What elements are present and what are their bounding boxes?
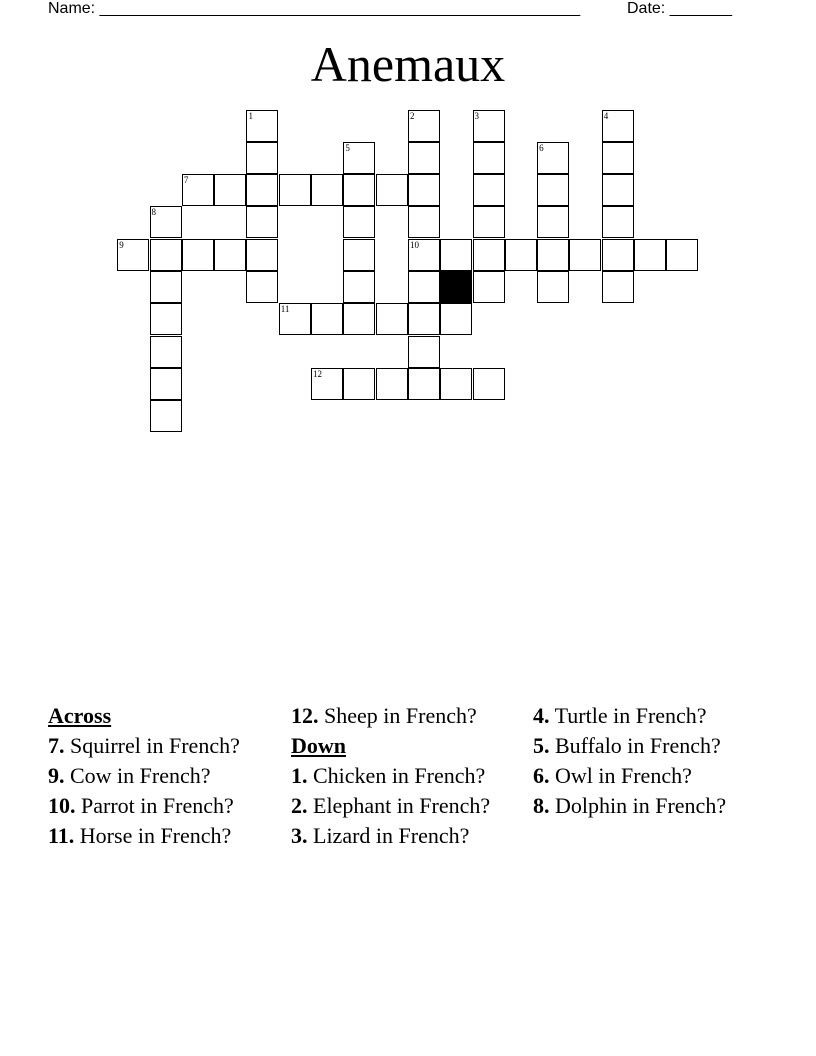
grid-cell[interactable] — [150, 400, 182, 432]
clue-down-4 — [533, 703, 748, 729]
grid-cell[interactable] — [537, 239, 569, 271]
grid-cell[interactable] — [279, 174, 311, 206]
clue-number: 12. — [291, 703, 319, 728]
clue-number: 9. — [48, 763, 65, 788]
grid-cell[interactable] — [311, 303, 343, 335]
grid-cell[interactable] — [537, 174, 569, 206]
grid-cell[interactable] — [376, 368, 408, 400]
grid-cell[interactable] — [150, 271, 182, 303]
grid-cell[interactable] — [473, 271, 505, 303]
grid-cell[interactable] — [150, 336, 182, 368]
clue-number: 3. — [291, 823, 308, 848]
grid-cell[interactable] — [408, 368, 440, 400]
clue-across-10 — [48, 793, 263, 819]
cell-number: 3 — [474, 110, 480, 121]
grid-cell[interactable] — [246, 239, 278, 271]
clue-down-1 — [291, 763, 506, 789]
grid-cell[interactable] — [537, 206, 569, 238]
clue-number: 4. — [533, 703, 550, 728]
grid-cell[interactable] — [343, 368, 375, 400]
clue-text: Lizard in French? — [313, 823, 470, 848]
clue-number: 8. — [533, 793, 550, 818]
cell-number: 9 — [119, 239, 124, 250]
clue-text: Cow in French? — [70, 763, 211, 788]
clue-across-11 — [48, 823, 263, 849]
clue-across-12 — [291, 703, 506, 729]
grid-cell[interactable] — [408, 239, 440, 271]
grid-cell[interactable] — [634, 239, 666, 271]
grid-cell[interactable] — [408, 206, 440, 238]
clue-text: Dolphin in French? — [555, 793, 727, 818]
grid-cell[interactable] — [602, 239, 634, 271]
grid-cell[interactable] — [602, 110, 634, 142]
clue-number: 2. — [291, 793, 308, 818]
clues-column-2 — [291, 703, 506, 853]
grid-cell[interactable] — [408, 271, 440, 303]
grid-cell[interactable] — [182, 239, 214, 271]
grid-cell[interactable] — [150, 303, 182, 335]
grid-cell[interactable] — [408, 142, 440, 174]
grid-cell[interactable] — [246, 142, 278, 174]
clue-across-9 — [48, 763, 263, 789]
grid-cell[interactable] — [311, 174, 343, 206]
grid-cell[interactable] — [473, 239, 505, 271]
black-cell — [440, 271, 472, 303]
grid-cell[interactable] — [473, 142, 505, 174]
clue-number: 5. — [533, 733, 550, 758]
clue-down-3 — [291, 823, 506, 849]
grid-cell[interactable] — [602, 174, 634, 206]
grid-cell[interactable] — [473, 174, 505, 206]
cell-number: 10 — [409, 239, 419, 250]
grid-cell[interactable] — [343, 271, 375, 303]
cell-number: 4 — [603, 110, 609, 121]
grid-cell[interactable] — [246, 110, 278, 142]
date-field-label[interactable]: Date: _______ — [627, 0, 732, 17]
clue-text: Sheep in French? — [324, 703, 477, 728]
grid-cell[interactable] — [150, 368, 182, 400]
clue-down-6 — [533, 763, 748, 789]
grid-cell[interactable] — [311, 368, 343, 400]
cell-number: 5 — [345, 142, 350, 153]
grid-cell[interactable] — [666, 239, 698, 271]
grid-cell[interactable] — [343, 174, 375, 206]
crossword-grid — [0, 0, 816, 440]
cell-number: 7 — [183, 175, 189, 186]
grid-cell[interactable] — [602, 206, 634, 238]
grid-cell[interactable] — [537, 271, 569, 303]
cell-number: 2 — [409, 110, 415, 121]
grid-cell[interactable] — [473, 206, 505, 238]
clue-number: 6. — [533, 763, 550, 788]
grid-cell[interactable] — [343, 239, 375, 271]
cell-number: 1 — [248, 110, 253, 121]
clue-number: 7. — [48, 733, 65, 758]
grid-cell[interactable] — [246, 271, 278, 303]
grid-cell[interactable] — [117, 239, 149, 271]
grid-cell[interactable] — [182, 174, 214, 206]
grid-cell[interactable] — [150, 239, 182, 271]
grid-cell[interactable] — [408, 174, 440, 206]
clue-text: Turtle in French? — [554, 703, 707, 728]
clue-down-5 — [533, 733, 748, 759]
cell-number: 6 — [539, 142, 544, 153]
clue-text: Chicken in French? — [313, 763, 486, 788]
grid-cell[interactable] — [440, 368, 472, 400]
grid-cell[interactable] — [505, 239, 537, 271]
grid-cell[interactable] — [408, 303, 440, 335]
grid-cell[interactable] — [569, 239, 601, 271]
grid-cell[interactable] — [408, 110, 440, 142]
clue-text: Owl in French? — [555, 763, 692, 788]
down-heading: Down — [291, 733, 347, 758]
clue-across-7 — [48, 733, 263, 759]
cell-number: 11 — [280, 304, 290, 315]
grid-cell[interactable] — [150, 206, 182, 238]
grid-cell[interactable] — [214, 174, 246, 206]
cell-number: 8 — [151, 207, 157, 218]
clue-text: Parrot in French? — [81, 793, 234, 818]
grid-cell[interactable] — [440, 303, 472, 335]
grid-cell[interactable] — [343, 206, 375, 238]
across-heading: Across — [48, 703, 112, 728]
clue-text: Buffalo in French? — [555, 733, 721, 758]
clue-number: 1. — [291, 763, 308, 788]
clue-text: Horse in French? — [79, 823, 232, 848]
grid-cell[interactable] — [602, 271, 634, 303]
clue-number: 10. — [48, 793, 76, 818]
grid-cell[interactable] — [279, 303, 311, 335]
cell-number: 12 — [313, 368, 323, 379]
clue-down-8 — [533, 793, 748, 819]
grid-cell[interactable] — [537, 142, 569, 174]
name-field-label[interactable]: Name: ______________________________________________________ — [48, 0, 581, 17]
grid-cell[interactable] — [343, 303, 375, 335]
grid-cell[interactable] — [214, 239, 246, 271]
clues-column-3 — [533, 703, 748, 823]
puzzle-title: Anemaux — [310, 36, 506, 92]
grid-cell[interactable] — [246, 206, 278, 238]
grid-cell[interactable] — [343, 142, 375, 174]
clues-column-1 — [48, 703, 263, 853]
clue-number: 11. — [48, 823, 75, 848]
clue-down-2 — [291, 793, 506, 819]
grid-cell[interactable] — [473, 110, 505, 142]
grid-cell[interactable] — [602, 142, 634, 174]
grid-cell[interactable] — [246, 174, 278, 206]
grid-cell[interactable] — [408, 336, 440, 368]
grid-cell[interactable] — [473, 368, 505, 400]
grid-cell[interactable] — [376, 303, 408, 335]
grid-cell[interactable] — [376, 174, 408, 206]
clue-text: Elephant in French? — [313, 793, 491, 818]
grid-cell[interactable] — [440, 239, 472, 271]
clue-text: Squirrel in French? — [70, 733, 240, 758]
